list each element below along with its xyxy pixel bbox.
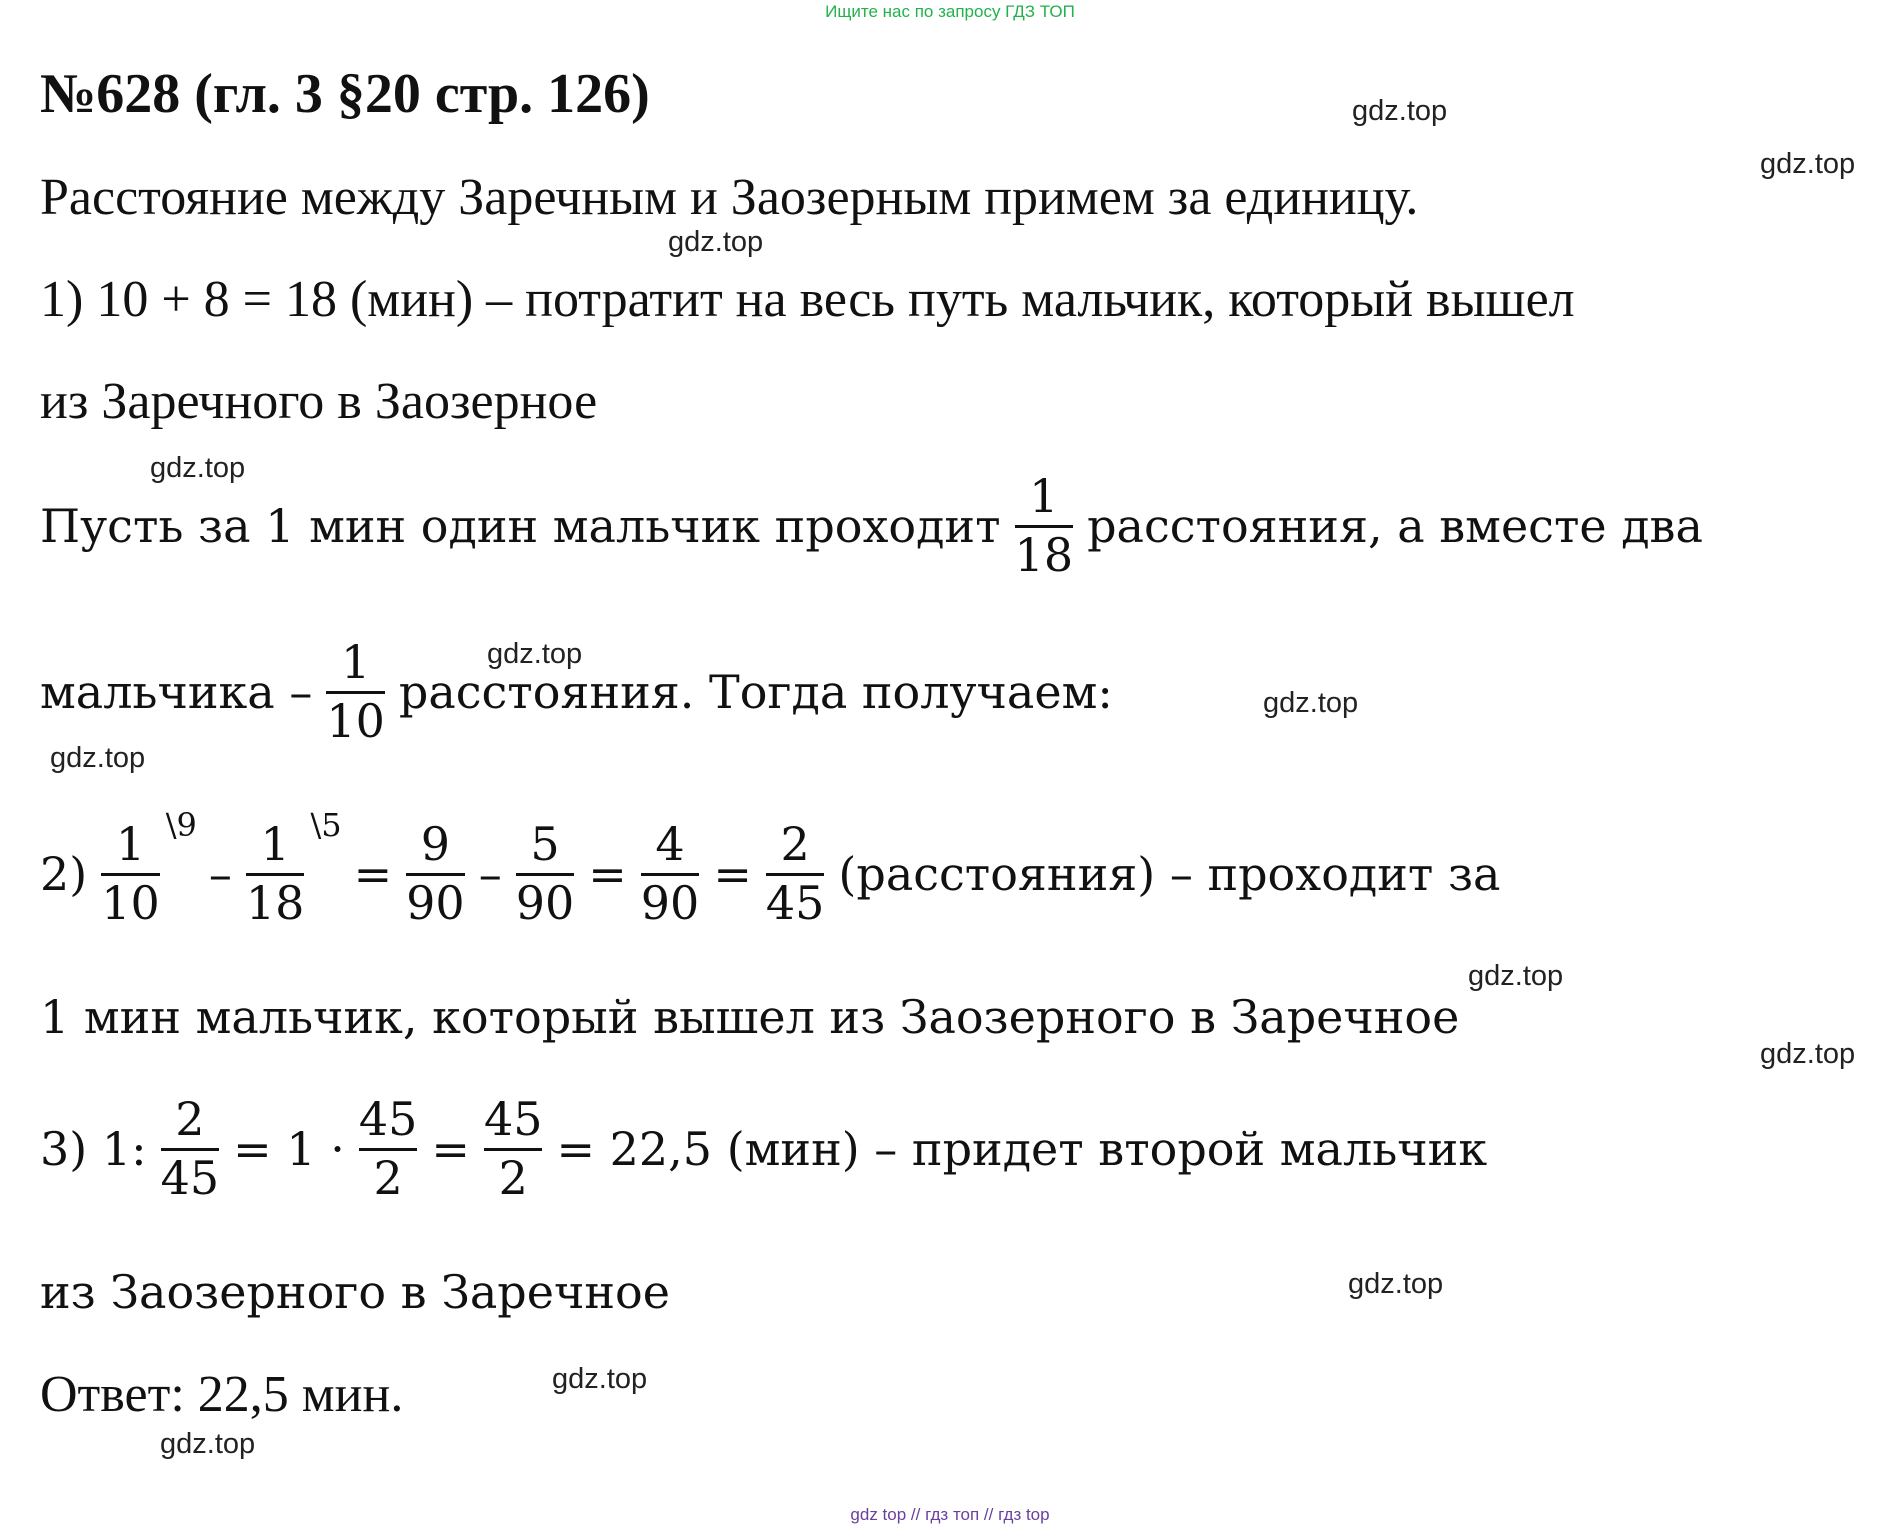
watermark-text: gdz.top [1760,1038,1856,1070]
frac-num: 45 [358,1092,418,1146]
step2-frac1 [101,817,160,930]
frac-den: 2 [373,1150,403,1205]
frac-num: 4 [655,817,685,871]
assume-before: Пусть за 1 мин один мальчик проходит [40,499,1001,554]
frac-den: 90 [515,875,575,930]
frac-den: 45 [765,875,825,930]
watermark-text: gdz.top [1352,95,1448,127]
watermark-text: gdz.top [487,638,583,670]
assume-row [40,469,1703,582]
watermark-text: gdz.top [1760,148,1856,180]
watermark-text: gdz.top [1468,960,1564,992]
watermark-text: gdz.top [150,452,246,484]
step2-eq3: = [713,847,752,902]
step2-sup1: \9 [165,806,197,844]
watermark-text: gdz.top [1348,1268,1444,1300]
frac-den: 18 [1014,527,1074,582]
step1-line2: из Заречного в Заозерное [40,373,598,430]
watermark-text: gdz.top [552,1363,648,1395]
step1-line1: 1) 10 + 8 = 18 (мин) – потратит на весь путь мальчик, который вышел [40,271,1575,328]
step2-label: 2) [40,847,88,902]
problem-title: №628 (гл. 3 §20 стр. 126) [40,63,650,125]
step3-frac2 [358,1092,418,1205]
frac-den: 45 [160,1150,220,1205]
step2-sup2: \5 [310,806,342,844]
step3-tail: = 22,5 (мин) – придет второй мальчик [556,1122,1488,1177]
step2-frac4 [515,817,575,930]
frac-den: 10 [326,693,385,748]
step3-frac3 [483,1092,543,1205]
step3-line2: из Заозерного в Заречное [40,1265,670,1319]
frac-den: 90 [640,875,700,930]
frac-num: 9 [420,817,451,871]
step3-label: 3) 1: [40,1122,147,1177]
frac-num: 1 [115,817,146,871]
frac-num: 45 [483,1092,543,1146]
step2-tail: (расстояния) – проходит за [838,847,1501,902]
fraction-1-10 [326,635,385,748]
step3-row [40,1092,1488,1205]
step2-minus2: – [478,847,502,902]
frac-den: 10 [101,875,160,930]
step3-eq1: = 1 · [233,1122,345,1177]
frac-num: 2 [175,1092,205,1146]
frac-den: 90 [406,875,465,930]
frac-num: 1 [1029,469,1059,523]
fraction-1-18 [1014,469,1074,582]
together-before: мальчика – [40,665,313,720]
answer-text: Ответ: 22,5 мин. [40,1366,404,1423]
assume-after: расстояния, а вместе два [1087,499,1703,554]
step2-minus1: – [208,847,232,902]
step2-row [40,806,1501,930]
frac-num: 5 [530,817,560,871]
step2-frac6 [765,817,825,930]
frac-num: 1 [260,817,290,871]
watermark-text: gdz.top [1263,687,1359,719]
intro-text: Расстояние между Заречным и Заозерным примем за единицу. [40,169,1419,226]
step2-frac3 [406,817,465,930]
step2-eq2: = [588,847,627,902]
frac-den: 18 [245,875,305,930]
step2-frac5 [640,817,700,930]
top-banner: Ищите нас по запросу ГДЗ ТОП [825,2,1075,21]
step2-frac2 [245,817,305,930]
watermark-text: gdz.top [50,742,146,774]
footer-links: gdz top // гдз топ // гдз top [850,1505,1050,1524]
together-after: расстояния. Тогда получаем: [398,665,1113,720]
frac-num: 1 [340,635,371,689]
frac-num: 2 [780,817,810,871]
watermark-text: gdz.top [160,1428,256,1460]
step3-frac1 [160,1092,220,1205]
step2-eq1: = [353,847,393,902]
step2-line2: 1 мин мальчик, который вышел из Заозерного в Заречное [40,990,1460,1044]
frac-den: 2 [498,1150,528,1205]
watermark-text: gdz.top [668,226,764,258]
step3-eq2: = [431,1122,470,1177]
